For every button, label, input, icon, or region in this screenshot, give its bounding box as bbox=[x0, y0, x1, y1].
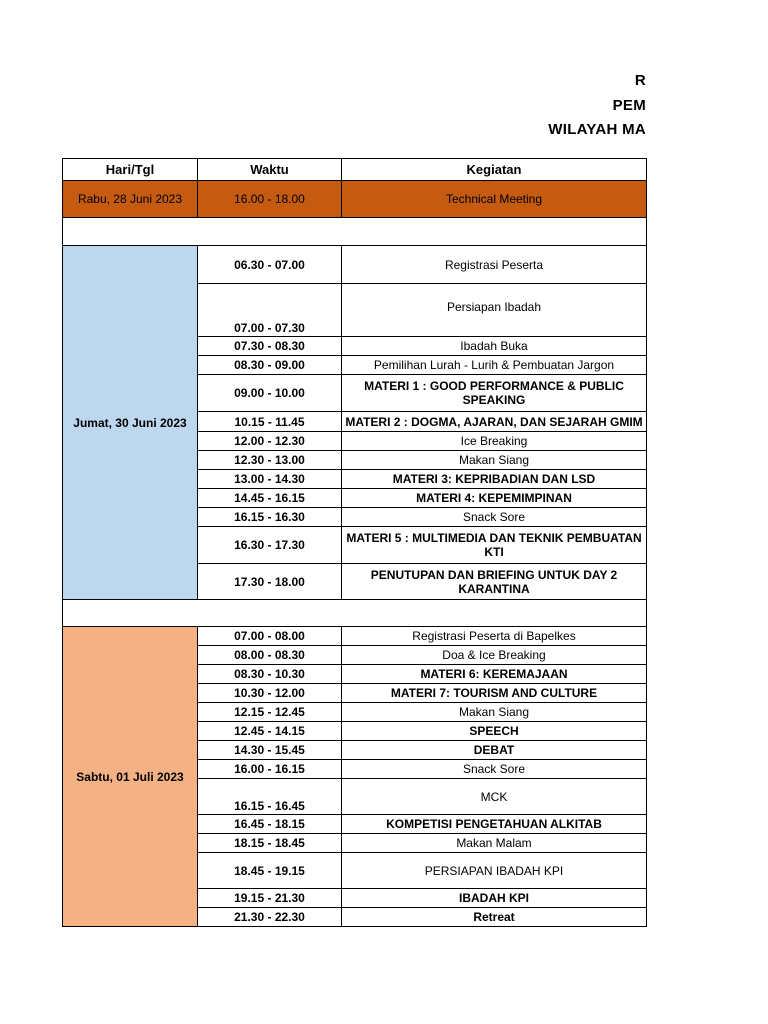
activity-cell: MATERI 2 : DOGMA, AJARAN, DAN SEJARAH GMIM bbox=[342, 412, 647, 432]
schedule-table bbox=[62, 158, 647, 927]
spacer-cell bbox=[63, 218, 647, 246]
table-row bbox=[63, 627, 647, 646]
time-cell: 10.30 - 12.00 bbox=[198, 684, 342, 703]
activity-cell: PERSIAPAN IBADAH KPI bbox=[342, 853, 647, 889]
time-cell: 18.15 - 18.45 bbox=[198, 834, 342, 853]
time-cell: 07.00 - 07.30 bbox=[198, 284, 342, 337]
day-cell-rabu: Rabu, 28 Juni 2023 bbox=[63, 181, 198, 218]
time-cell: 16.15 - 16.45 bbox=[198, 779, 342, 815]
title-line-1: R bbox=[634, 72, 646, 89]
time-cell: 19.15 - 21.30 bbox=[198, 889, 342, 908]
time-cell: 16.30 - 17.30 bbox=[198, 527, 342, 564]
day-cell-sabtu: Sabtu, 01 Juli 2023 bbox=[63, 627, 198, 927]
time-cell: 14.30 - 15.45 bbox=[198, 741, 342, 760]
activity-cell: Persiapan Ibadah bbox=[342, 284, 647, 337]
spacer-row bbox=[63, 600, 647, 627]
activity-cell: Retreat bbox=[342, 908, 647, 927]
activity-cell: MATERI 1 : GOOD PERFORMANCE & PUBLIC SPEAKING bbox=[342, 375, 647, 412]
time-cell: 08.30 - 10.30 bbox=[198, 665, 342, 684]
time-cell: 07.30 - 08.30 bbox=[198, 337, 342, 356]
activity-cell: Technical Meeting bbox=[342, 181, 647, 218]
column-header-time: Waktu bbox=[198, 159, 342, 181]
time-cell: 08.30 - 09.00 bbox=[198, 356, 342, 375]
time-cell: 07.00 - 08.00 bbox=[198, 627, 342, 646]
activity-cell: Makan Siang bbox=[342, 451, 647, 470]
time-cell: 16.15 - 16.30 bbox=[198, 508, 342, 527]
time-cell: 14.45 - 16.15 bbox=[198, 489, 342, 508]
activity-cell: PENUTUPAN DAN BRIEFING UNTUK DAY 2 KARANTINA bbox=[342, 564, 647, 600]
activity-cell: Snack Sore bbox=[342, 508, 647, 527]
activity-cell: Pemilihan Lurah - Lurih & Pembuatan Jargon bbox=[342, 356, 647, 375]
activity-cell: MATERI 4: KEPEMIMPINAN bbox=[342, 489, 647, 508]
activity-cell: MCK bbox=[342, 779, 647, 815]
activity-cell: IBADAH KPI bbox=[342, 889, 647, 908]
column-header-day: Hari/Tgl bbox=[63, 159, 198, 181]
time-cell: 12.00 - 12.30 bbox=[198, 432, 342, 451]
activity-cell: Snack Sore bbox=[342, 760, 647, 779]
table-row bbox=[63, 246, 647, 284]
spacer-cell bbox=[63, 600, 647, 627]
time-cell: 09.00 - 10.00 bbox=[198, 375, 342, 412]
activity-cell: Registrasi Peserta di Bapelkes bbox=[342, 627, 647, 646]
activity-cell: MATERI 6: KEREMAJAAN bbox=[342, 665, 647, 684]
activity-cell: Makan Malam bbox=[342, 834, 647, 853]
activity-cell: SPEECH bbox=[342, 722, 647, 741]
time-cell: 16.45 - 18.15 bbox=[198, 815, 342, 834]
time-cell: 12.15 - 12.45 bbox=[198, 703, 342, 722]
activity-cell: Ibadah Buka bbox=[342, 337, 647, 356]
activity-cell: MATERI 5 : MULTIMEDIA DAN TEKNIK PEMBUATAN KTI bbox=[342, 527, 647, 564]
time-cell: 17.30 - 18.00 bbox=[198, 564, 342, 600]
time-cell: 06.30 - 07.00 bbox=[198, 246, 342, 284]
activity-cell: Ice Breaking bbox=[342, 432, 647, 451]
time-cell: 10.15 - 11.45 bbox=[198, 412, 342, 432]
activity-cell: DEBAT bbox=[342, 741, 647, 760]
activity-cell: MATERI 3: KEPRIBADIAN DAN LSD bbox=[342, 470, 647, 489]
time-cell: 18.45 - 19.15 bbox=[198, 853, 342, 889]
technical-meeting-row bbox=[63, 181, 647, 218]
time-cell: 16.00 - 18.00 bbox=[198, 181, 342, 218]
time-cell: 12.30 - 13.00 bbox=[198, 451, 342, 470]
title-line-3: WILAYAH MA bbox=[548, 121, 646, 138]
spacer-row bbox=[63, 218, 647, 246]
column-header-activity: Kegiatan bbox=[342, 159, 647, 181]
day-cell-jumat: Jumat, 30 Juni 2023 bbox=[63, 246, 198, 600]
activity-cell: Makan Siang bbox=[342, 703, 647, 722]
time-cell: 13.00 - 14.30 bbox=[198, 470, 342, 489]
activity-cell: MATERI 7: TOURISM AND CULTURE bbox=[342, 684, 647, 703]
activity-cell: KOMPETISI PENGETAHUAN ALKITAB bbox=[342, 815, 647, 834]
activity-cell: Doa & Ice Breaking bbox=[342, 646, 647, 665]
time-cell: 12.45 - 14.15 bbox=[198, 722, 342, 741]
time-cell: 08.00 - 08.30 bbox=[198, 646, 342, 665]
table-header-row bbox=[63, 159, 647, 181]
activity-cell: Registrasi Peserta bbox=[342, 246, 647, 284]
time-cell: 16.00 - 16.15 bbox=[198, 760, 342, 779]
time-cell: 21.30 - 22.30 bbox=[198, 908, 342, 927]
title-line-2: PEM bbox=[612, 97, 646, 114]
